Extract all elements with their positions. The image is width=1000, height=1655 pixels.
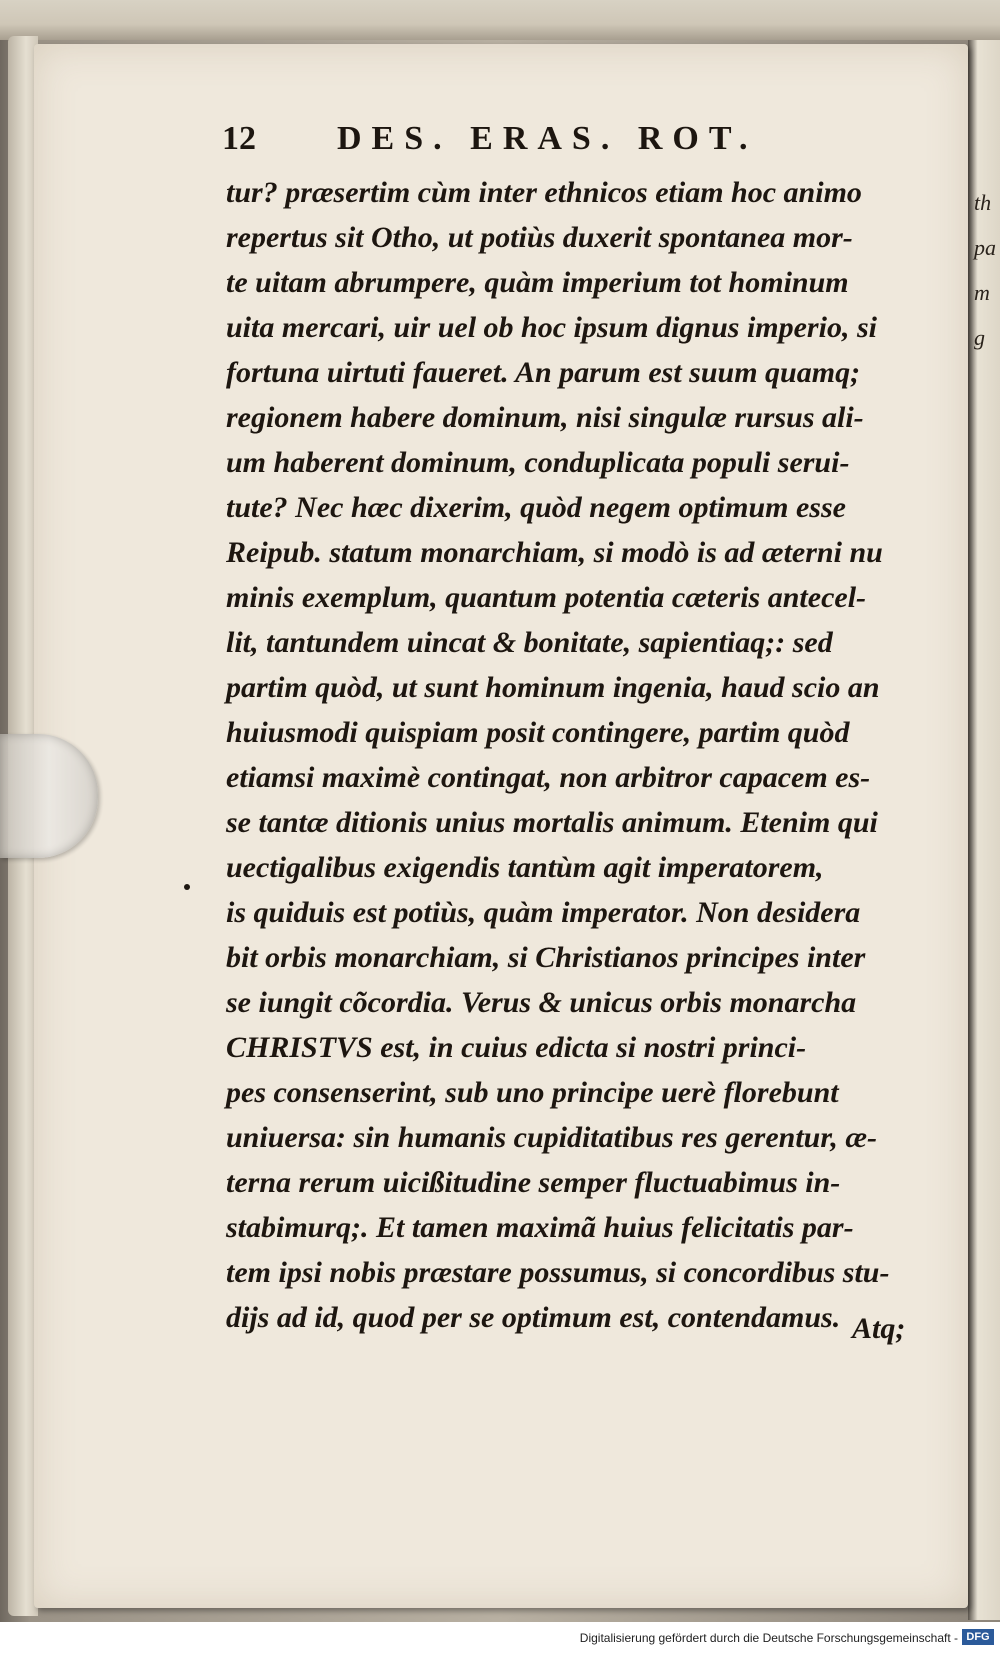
text-line: uita mercari, uir uel ob hoc ipsum dignus imperio, si (226, 311, 877, 344)
text-line: te uitam abrumpere, quàm imperium tot hominum (226, 266, 849, 299)
text-line: fortuna uirtuti faueret. An parum est suum quamq; (226, 356, 861, 389)
text-line: regionem habere dominum, nisi singulæ rursus ali- (226, 401, 864, 434)
facing-page-edge (968, 40, 1000, 1620)
text-line: pes consenserint, sub uno principe uerè florebunt (226, 1076, 839, 1109)
footer-bar (0, 1622, 1000, 1655)
text-line: stabimurq;. Et tamen maximã huius felicitatis par- (226, 1211, 854, 1244)
running-head: DES. ERAS. ROT. (337, 120, 758, 157)
text-line: se tantæ ditionis unius mortalis animum. Etenim qui (226, 806, 878, 839)
book-top-edge (0, 0, 1000, 40)
ink-dot (184, 884, 190, 890)
text-line: CHRISTVS est, in cuius edicta si nostri princi- (226, 1031, 807, 1064)
text-line: tute? Nec hæc dixerim, quòd negem optimum esse (226, 491, 846, 524)
text-line: is quiduis est potiùs, quàm imperator. Non desidera (226, 896, 861, 929)
catchword: Atq; (852, 1312, 906, 1345)
page-number: 12 (222, 120, 256, 157)
page-header (222, 120, 922, 170)
text-line: tur? præsertim cùm inter ethnicos etiam hoc animo (226, 176, 862, 209)
text-line: partim quòd, ut sunt hominum ingenia, haud scio an (226, 671, 880, 704)
facing-page-fragment: g (974, 325, 985, 350)
facing-page-fragment: th (974, 190, 992, 215)
text-line: Reipub. statum monarchiam, si modò is ad æterni nu (226, 536, 883, 569)
dfg-logo: DFG (962, 1629, 994, 1645)
text-line: uectigalibus exigendis tantùm agit imperatorem, (226, 851, 824, 884)
text-line: se iungit cõcordia. Verus & unicus orbis monarcha (226, 986, 857, 1019)
text-line: tem ipsi nobis præstare possumus, si concordibus stu- (226, 1256, 890, 1289)
text-line: um haberent dominum, conduplicata populi serui- (226, 446, 850, 479)
text-line: terna rerum uicißitudine semper fluctuabimus in- (226, 1166, 841, 1199)
text-line: uniuersa: sin humanis cupiditatibus res gerentur, æ- (226, 1121, 878, 1154)
funding-credit: Digitalisierung gefördert durch die Deutsche Forschungsgemeinschaft - (579, 1631, 958, 1645)
facing-page-fragment: pa (974, 235, 996, 260)
body-text (226, 170, 916, 1340)
text-line: lit, tantundem uincat & bonitate, sapientiaq;: sed (226, 626, 833, 659)
text-line: huiusmodi quispiam posit contingere, partim quòd (226, 716, 850, 749)
facing-page-fragment: m (974, 280, 990, 305)
text-line: bit orbis monarchiam, si Christianos principes inter (226, 941, 866, 974)
text-line: minis exemplum, quantum potentia cæteris antecel- (226, 581, 867, 614)
text-line: repertus sit Otho, ut potiùs duxerit spontanea mor- (226, 221, 853, 254)
text-line: etiamsi maximè contingat, non arbitror capacem es- (226, 761, 871, 794)
text-line: dijs ad id, quod per se optimum est, contendamus. (226, 1301, 841, 1334)
